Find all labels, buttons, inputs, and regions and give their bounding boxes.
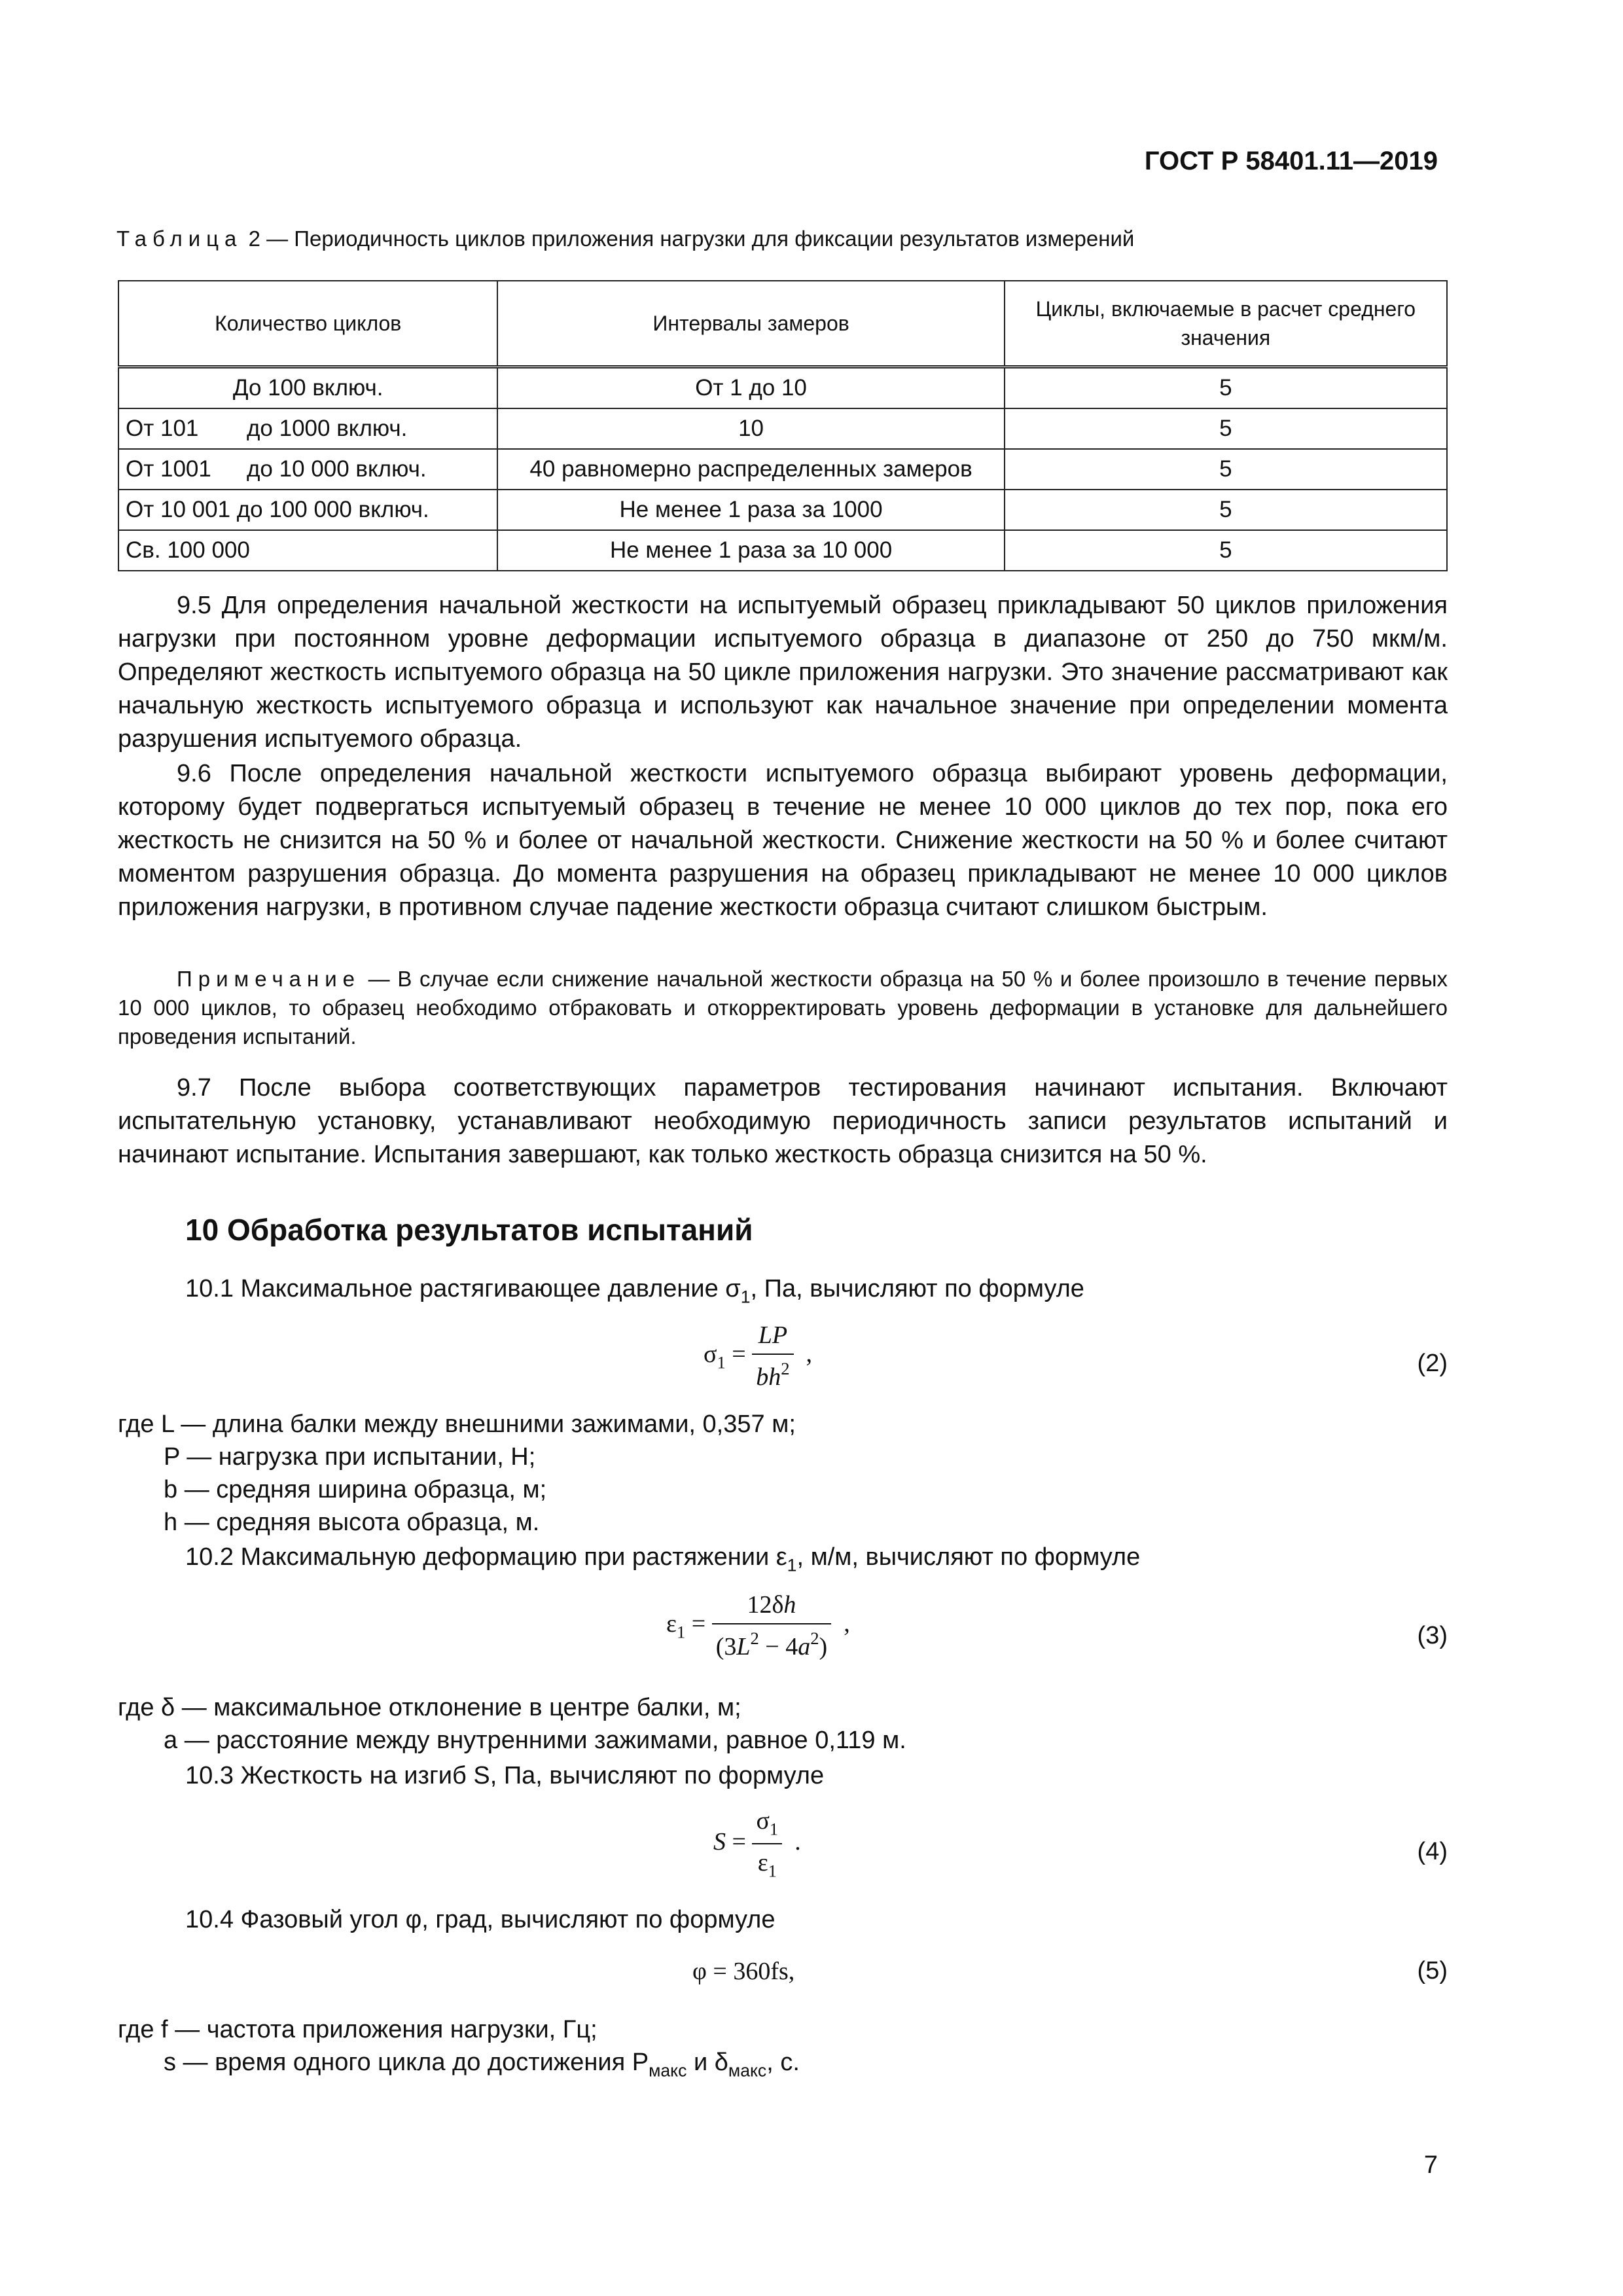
section-title: 10 Обработка результатов испытаний: [185, 1213, 753, 1247]
table-caption: [116, 226, 1134, 251]
table-cell-intervals: Не менее 1 раза за 10 000: [497, 530, 1004, 571]
formula-5: φ = 360fs,: [692, 1958, 795, 1985]
paragraph-10-2: 10.2 Максимальную деформацию при растяжении $\varepsilon_1$, м/м, вычисляют по формуле: [185, 1543, 1141, 1575]
legend-h: h — средняя высота образца, м.: [164, 1509, 540, 1536]
legend-L: где L — длина балки между внешними зажимами, 0,357 м;: [118, 1410, 796, 1438]
column-header: Циклы, включаемые в расчет среднего значения: [1005, 281, 1447, 367]
paragraph-10-1: 10.1 Максимальное растягивающее давление $\sigma_1$, Па, вычисляют по формуле: [185, 1275, 1084, 1307]
cycles-from: От 101: [126, 416, 199, 441]
table-cell-count: 5: [1005, 490, 1447, 530]
table-cell-cycles: От 10 001 до 100 000 включ.: [118, 490, 497, 530]
table-cell-cycles: До 100 включ.: [118, 367, 497, 409]
legend-f: где f — частота приложения нагрузки, Гц;: [118, 2016, 597, 2043]
table-caption-text: 2 — Периодичность циклов приложения нагрузки для фиксации результатов измерений: [248, 226, 1135, 251]
legend-delta: где δ — максимальное отклонение в центре балки, м;: [118, 1694, 741, 1721]
note-label: Примечание: [177, 967, 361, 991]
legend-a: a — расстояние между внутренними зажимами, равное 0,119 м.: [164, 1727, 906, 1754]
cycles-from: От 1001: [126, 456, 211, 482]
formula-3-number: (3): [1417, 1622, 1448, 1649]
paragraph-10-3: 10.3 Жесткость на изгиб S, Па, вычисляют по формуле: [185, 1762, 825, 1789]
column-header: Количество циклов: [118, 281, 497, 367]
cycles-to: до 10 000 включ.: [247, 456, 427, 482]
table-cell-intervals: От 1 до 10: [497, 367, 1004, 409]
legend-P: P — нагрузка при испытании, Н;: [164, 1443, 536, 1471]
formula-2: $\sigma_1$ = $\frac{LP}{bh^2}$ ,: [704, 1321, 813, 1391]
formula-5-number: (5): [1417, 1957, 1448, 1984]
legend-s: s — время одного цикла до достижения $P_{макс}$ и $\delta_{макс}$, с.: [164, 2049, 800, 2081]
table-cell-count: 5: [1005, 530, 1447, 571]
paragraph-9-7: 9.7 После выбора соответствующих параметров тестирования начинают испытания. Включают испытательную установку, устанавливают необходимую периодичность записи результатов испытаний и начинают испытание. Испытания завершают, как только жесткость образца снизится на 50 %.: [118, 1074, 1448, 1168]
table-cell-intervals: 40 равномерно распределенных замеров: [497, 449, 1004, 490]
table-cell-count: 5: [1005, 367, 1447, 409]
table-cell-intervals: 10: [497, 408, 1004, 449]
table-row: [118, 408, 1447, 449]
table-cell-count: 5: [1005, 449, 1447, 490]
paragraph-10-4: 10.4 Фазовый угол φ, град, вычисляют по формуле: [185, 1906, 776, 1933]
table-row: [118, 490, 1447, 530]
table-cell-cycles: [118, 449, 497, 490]
table-header-row: [118, 281, 1447, 367]
formula-4-number: (4): [1417, 1838, 1448, 1865]
standard-designation: ГОСТ Р 58401.11—2019: [1144, 147, 1438, 175]
paragraph-9-5: 9.5 Для определения начальной жесткости на испытуемый образец прикладывают 50 циклов приложения нагрузки при постоянном уровне деформации испытуемого образца в диапазоне от 250 до 750 мкм/м. Определяют жесткость испытуемого образца на 50 цикле приложения нагрузки. Это значение рассматривают как начальную жесткость испытуемого образца и используют как начальное значение при определении момента разрушения испытуемого образца.: [118, 592, 1448, 753]
table-row: [118, 367, 1447, 409]
cycles-table: [118, 280, 1448, 571]
note: [118, 965, 1448, 1051]
paragraph-9-6: 9.6 После определения начальной жесткости испытуемого образца выбирают уровень деформации, которому будет подвергаться испытуемый образец в течение не менее 10 000 циклов до тех пор, пока его жесткость не снизится на 50 % и более от начальной жесткости. Снижение жесткости на 50 % и более считают моментом разрушения образца. До момента разрушения на образец прикладывают не менее 10 000 циклов приложения нагрузки, в противном случае падение жесткости образца считают слишком быстрым.: [118, 760, 1448, 921]
formula-2-number: (2): [1417, 1350, 1448, 1377]
table-cell-cycles: Св. 100 000: [118, 530, 497, 571]
table-caption-word: Таблица: [116, 226, 243, 251]
formula-4: S = $\frac{\sigma_1}{\varepsilon_1}$ .: [713, 1807, 801, 1881]
cycles-to: до 1000 включ.: [247, 416, 408, 441]
column-header: Интервалы замеров: [497, 281, 1004, 367]
table-row: [118, 449, 1447, 490]
formula-3: $\varepsilon_1$ = $\frac{12\delta h}{(3L^2 - 4a^2)}$ ,: [666, 1591, 850, 1660]
table-cell-cycles: [118, 408, 497, 449]
note-text: — В случае если снижение начальной жесткости образца на 50 % и более произошло в течение первых 10 000 циклов, то образец необходимо отбраковать и откорректировать уровень деформации в установке для дальнейшего проведения испытаний.: [118, 967, 1448, 1049]
page-number: 7: [1423, 2151, 1438, 2179]
table-cell-count: 5: [1005, 408, 1447, 449]
table-cell-intervals: Не менее 1 раза за 1000: [497, 490, 1004, 530]
table-row: [118, 530, 1447, 571]
legend-b: b — средняя ширина образца, м;: [164, 1476, 547, 1503]
